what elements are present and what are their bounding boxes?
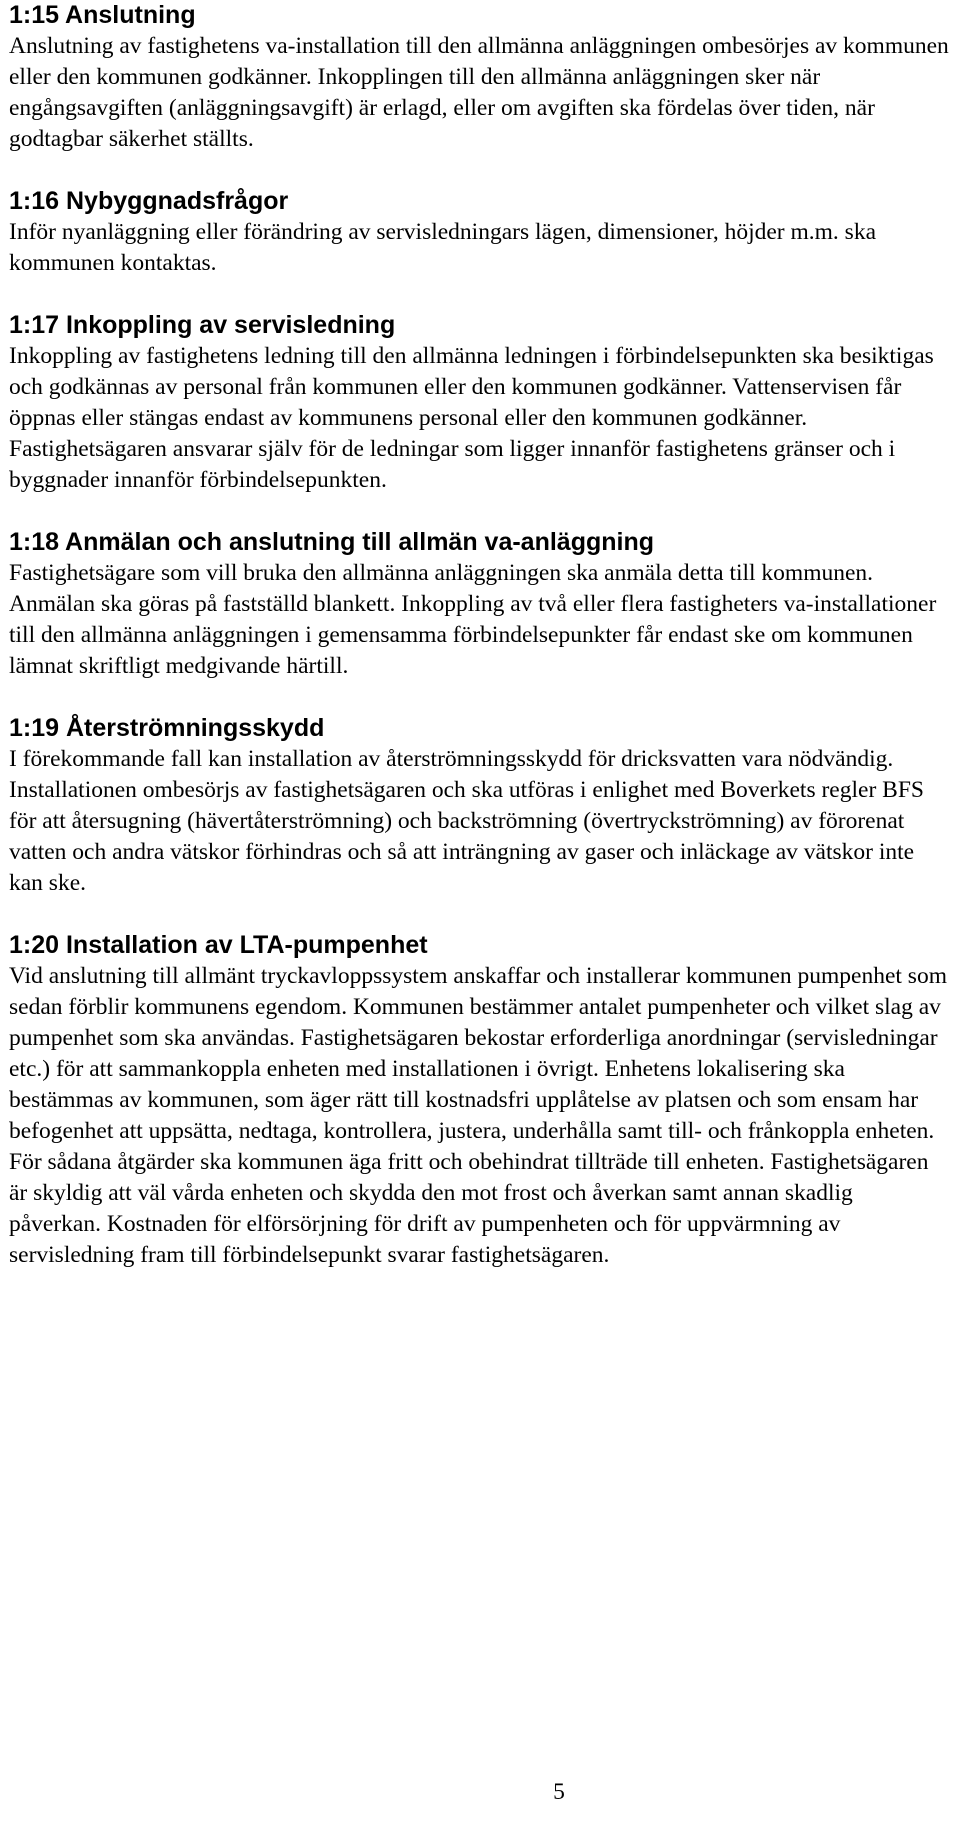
section-spacer: [9, 279, 949, 310]
page-number-label: 5: [553, 1779, 565, 1805]
section-heading: 1:20 Installation av LTA-pumpenhet: [9, 931, 428, 959]
section-1-20: [9, 930, 949, 1271]
section-body: Inkoppling av fastighetens ledning till den allmänna ledningen i förbindelsepunkten ska besiktigas och godkännas av personal från kommunen eller den kommunen godkänner. Vattenservisen får öppnas eller stängas endast av kommunens personal eller den kommunen godkänner. Fastighetsägaren ansvarar själv för de ledningar som ligger innanför fastighetens gränser och i byggnader innanför förbindelsepunkten.: [9, 343, 934, 493]
section-body: Fastighetsägare som vill bruka den allmänna anläggningen ska anmäla detta till kommunen. Anmälan ska göras på fastställd blankett. Inkoppling av två eller flera fastigheters va-installationer till den allmänna anläggningen i gemensamma förbindelsepunkter får endast ske om kommunen lämnat skriftligt medgivande härtill.: [9, 560, 937, 679]
section-1-18: [9, 527, 949, 682]
section-body: Anslutning av fastighetens va-installation till den allmänna anläggningen ombesörjes av kommunen eller den kommunen godkänner. Inkopplingen till den allmänna anläggningen sker när engångsavgiften (anläggningsavgift) är erlagd, eller om avgiften ska fördelas över tiden, när godtagbar säkerhet ställts.: [9, 33, 949, 152]
section-spacer: [9, 682, 949, 713]
page-content: [9, 0, 949, 1271]
section-heading: 1:19 Återströmningsskydd: [9, 714, 325, 742]
section-body: I förekommande fall kan installation av återströmningsskydd för dricksvatten vara nödvändig. Installationen ombesörjs av fastighetsägaren och ska utföras i enlighet med Boverkets regler BFS för att återsugning (hävertåterströmning) och backströmning (övertryckströmning) av förorenat vatten och andra vätskor förhindras och så att inträngning av gaser och inläckage av vätskor inte kan ske.: [9, 746, 924, 896]
section-body: Inför nyanläggning eller förändring av servisledningars lägen, dimensioner, höjder m.m. ska kommunen kontaktas.: [9, 219, 877, 276]
section-heading: 1:16 Nybyggnadsfrågor: [9, 187, 289, 215]
section-heading: 1:15 Anslutning: [9, 1, 196, 29]
page-number: [0, 1777, 960, 1808]
section-spacer: [9, 899, 949, 930]
section-heading: 1:18 Anmälan och anslutning till allmän va-anläggning: [9, 528, 655, 556]
section-1-19: [9, 713, 949, 899]
section-body: Vid anslutning till allmänt tryckavloppssystem anskaffar och installerar kommunen pumpenhet som sedan förblir kommunens egendom. Kommunen bestämmer antalet pumpenheter och vilket slag av pumpenhet som ska användas. Fastighetsägaren bekostar erforderliga anordningar (servisledningar etc.) för att sammankoppla enheten med installationen i övrigt. Enhetens lokalisering ska bestämmas av kommunen, som äger rätt till kostnadsfri upplåtelse av platsen och som ensam har befogenhet att uppsätta, nedtaga, kontrollera, justera, underhålla samt till- och frånkoppla enheten. För sådana åtgärder ska kommunen äga fritt och obehindrat tillträde till enheten. Fastighetsägaren är skyldig att väl vårda enheten och skydda den mot frost och åverkan samt annan skadlig påverkan. Kostnaden för elförsörjning för drift av pumpenheten och för uppvärmning av servisledning fram till förbindelsepunkt svarar fastighetsägaren.: [9, 963, 947, 1268]
section-1-16: [9, 186, 949, 279]
section-1-15: [9, 0, 949, 155]
section-heading: 1:17 Inkoppling av servisledning: [9, 311, 396, 339]
section-1-17: [9, 310, 949, 496]
section-spacer: [9, 496, 949, 527]
section-spacer: [9, 155, 949, 186]
